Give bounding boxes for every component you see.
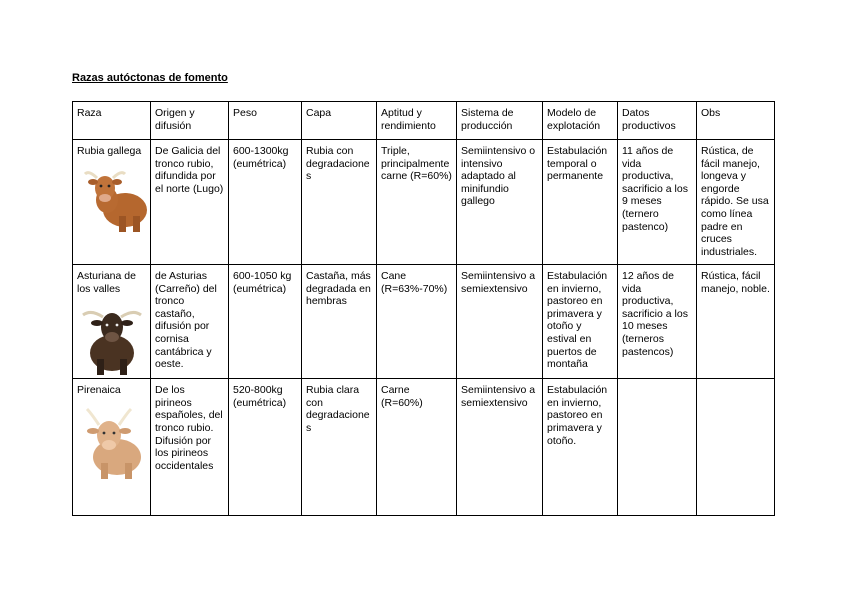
cow-pirenaica-icon (79, 405, 145, 479)
cow-asturiana-icon (81, 299, 143, 375)
cell-sistema: Semiintensivo o intensivo adaptado al minifundio gallego (457, 140, 543, 265)
cell-raza (73, 265, 151, 379)
cell-datos: 11 años de vida productiva, sacrificio a los 9 meses (ternero pastenco) (618, 140, 697, 265)
cell-obs: Rústica, de fácil manejo, longeva y engorde rápido. Se usa como línea padre en cruces industriales. (697, 140, 775, 265)
breeds-table (72, 101, 775, 516)
table-row (73, 140, 775, 265)
header-peso: Peso (229, 102, 302, 140)
header-sistema: Sistema de producción (457, 102, 543, 140)
cell-obs (697, 379, 775, 516)
cow-rubia-gallega-icon (81, 164, 149, 232)
cell-raza (73, 379, 151, 516)
header-origen: Origen y difusión (151, 102, 229, 140)
cell-obs: Rústica, fácil manejo, noble. (697, 265, 775, 379)
cell-peso: 600-1300kg (eumétrica) (229, 140, 302, 265)
cell-origen: de Asturias (Carreño) del tronco castaño, difusión por cornisa cantábrica y oeste. (151, 265, 229, 379)
cell-aptitud: Carne (R=60%) (377, 379, 457, 516)
cell-sistema: Semiintensivo a semiextensivo (457, 265, 543, 379)
table-row (73, 265, 775, 379)
cell-capa: Rubia clara con degradaciones (302, 379, 377, 516)
raza-name: Asturiana de los valles (77, 270, 136, 295)
header-obs: Obs (697, 102, 775, 140)
cell-aptitud: Cane (R=63%-70%) (377, 265, 457, 379)
cell-origen: De los pirineos españoles, del tronco rubio. Difusión por los pirineos occidentales (151, 379, 229, 516)
cell-modelo: Estabulación en invierno, pastoreo en primavera y otoño y estival en puertos de montaña (543, 265, 618, 379)
header-raza: Raza (73, 102, 151, 140)
header-aptitud: Aptitud y rendimiento (377, 102, 457, 140)
cell-capa: Rubia con degradaciones (302, 140, 377, 265)
cell-peso: 520-800kg (eumétrica) (229, 379, 302, 516)
raza-name: Rubia gallega (77, 145, 142, 157)
cell-sistema: Semiintensivo a semiextensivo (457, 379, 543, 516)
cell-peso: 600-1050 kg (eumétrica) (229, 265, 302, 379)
header-modelo: Modelo de explotación (543, 102, 618, 140)
cell-aptitud: Triple, principalmente carne (R=60%) (377, 140, 457, 265)
cell-datos (618, 379, 697, 516)
table-header-row (73, 102, 775, 140)
cell-datos: 12 años de vida productiva, sacrificio a los 10 meses (terneros pastencos) (618, 265, 697, 379)
cell-modelo: Estabulación temporal o permanente (543, 140, 618, 265)
document-title: Razas autóctonas de fomento (72, 72, 228, 84)
cell-raza (73, 140, 151, 265)
header-capa: Capa (302, 102, 377, 140)
raza-name: Pirenaica (77, 384, 121, 397)
cell-capa: Castaña, más degradada en hembras (302, 265, 377, 379)
cell-origen: De Galicia del tronco rubio, difundida por el norte (Lugo) (151, 140, 229, 265)
cell-modelo: Estabulación en invierno, pastoreo en primavera y otoño. (543, 379, 618, 516)
table-row (73, 379, 775, 516)
header-datos: Datos productivos (618, 102, 697, 140)
